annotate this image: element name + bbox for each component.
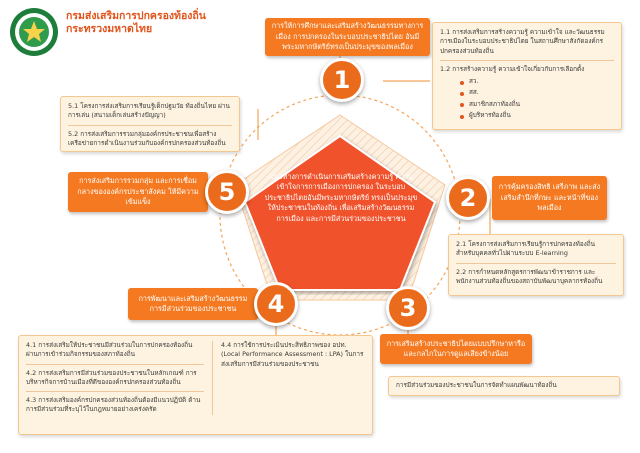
divider (212, 341, 213, 415)
dla-emblem (8, 6, 60, 58)
list-item: สส. (460, 88, 614, 97)
strategy-4-box: การพัฒนาและเสริมสร้างวัฒนธรรม การมีส่วนร่วมของประชาชน (128, 288, 258, 320)
list-item: สมาชิกสภาท้องถิ่น (460, 100, 614, 109)
details-3-box (388, 376, 620, 396)
strategy-1-circle: 1 (320, 58, 364, 102)
details-4-left (26, 341, 204, 415)
title-line-1: กรมส่งเสริมการปกครองท้องถิ่น (66, 10, 206, 22)
details-4-item-3: 4.3 การส่งเสริมองค์กรปกครองส่วนท้องถิ่นต้องมีแนวปฏิบัติ ด้านการมีส่วนร่วมที่ระบุไว้ในกฎหมายอย่างเคร่งครัด (26, 396, 201, 414)
list-item: สว. (460, 77, 614, 86)
details-5-box (60, 96, 240, 152)
details-2-box (448, 234, 624, 296)
strategy-5-circle: 5 (205, 170, 249, 214)
divider (26, 391, 204, 392)
strategy-2-box: การคุ้มครองสิทธิ เสรีภาพ และส่งเสริมสำนึกที่กษะ และหน้าที่ของพลเมือง (492, 176, 607, 220)
strategy-3-box: การเสริมสร้างประชาธิปไตยแบบปรึกษาหารือ และกลไกในการดูแลเสียงข้างน้อย (380, 334, 532, 364)
strategy-3-circle: 3 (386, 286, 430, 330)
page-title (66, 10, 206, 36)
divider (26, 364, 204, 365)
details-2-item-1: 2.1 โครงการส่งเสริมการเรียนรู้การปกครองท้องถิ่น สำหรับบุคคลทั่วไปผ่านระบบ E-learning (456, 240, 596, 258)
details-3-item-1: การมีส่วนร่วมของประชาชนในการจัดทำแผนพัฒนาท้องถิ่น (396, 381, 557, 390)
details-1-item-2: 1.2 การสร้างความรู้ ความเข้าใจเกี่ยวกับการเลือกตั้ง (440, 64, 585, 73)
bullet-icon (460, 92, 464, 96)
center-text: แนวทางการดำเนินการเสริมสร้างความรู้ ความเข้าใจการการเมืองการปกครอง ในระบอบประชาธิปไตยอันมีพระมหากษัตริย์ ทรงเป็นประมุขให้ประชาชนในท้องถิ่น เพื่อเสริมสร้างวัฒนธรรมการเมือง และการมีส่วนร่วมของประชาชน (264, 172, 418, 223)
strategy-5-box: การส่งเสริมการรวมกลุ่ม และการเชื่อมกลางขององค์กรประชาสังคม ให้มีความเข้มแข็ง (68, 172, 208, 212)
details-4-item-2: 4.2 การส่งเสริมการมีส่วนร่วมของประชาชนในหลักเกณฑ์ การบริหารกิจการบ้านเมืองที่ดีขององค์กรปกครองส่วนท้องถิ่น (26, 368, 197, 386)
details-4-box (18, 335, 373, 435)
details-1-item-1: 1.1 การส่งเสริมการสร้างความรู้ ความเข้าใจ และวัฒนธรรมการเมืองในระบอบประชาธิปไตย ในสถานศึกษาสังกัดองค์กรปกครองส่วนท้องถิ่น (440, 28, 605, 55)
strategy-1-box: การให้การศึกษาและเสริมสร้างวัฒนธรรมทางการเมือง การปกครองในระบอบประชาธิปไตย อันมีพระมหากษัตริย์ทรงเป็นประมุขของพลเมือง (265, 18, 430, 56)
bullet-icon (460, 81, 464, 85)
strategy-4-circle: 4 (254, 282, 298, 326)
details-5-item-2: 5.2 การส่งเสริมการรวมกลุ่มองค์กรประชาชนเพื่อสร้าง เครือข่ายการดำเนินงานร่วมกับองค์กรปกครองส่วนท้องถิ่น (68, 129, 226, 147)
bullet-icon (460, 103, 464, 107)
divider (68, 125, 232, 126)
divider (456, 263, 616, 264)
details-1-sublist (460, 77, 614, 120)
details-4-item-1: 4.1 การส่งเสริมให้ประชาชนมีส่วนร่วมในการปกครองท้องถิ่น ผ่านการเข้าร่วมกิจกรรมของสภาท้องถิ่น (26, 341, 193, 359)
divider (440, 60, 614, 61)
strategy-2-circle: 2 (446, 176, 490, 220)
details-5-item-1: 5.1 โครงการส่งเสริมการเรียนรู้เด็กปฐมวัย ท้องถิ่นไทย ผ่านการเล่น (สนามเด็กเล่นสร้างปัญญา) (68, 102, 230, 120)
title-line-2: กระทรวงมหาดไทย (66, 23, 153, 36)
details-4-item-4: 4.4 การใช้การประเมินประสิทธิภาพของ อปท. (Local Performance Assessment : LPA) ในการส่งเสริมการมีส่วนร่วมของประชาชน (221, 341, 364, 368)
bullet-icon (460, 115, 464, 119)
details-1-box (432, 22, 622, 130)
details-4-right (221, 341, 365, 415)
details-2-item-2: 2.2 การกำหนดหลักสูตรการพัฒนาข้าราชการ และพนักงานส่วนท้องถิ่นของสถาบันพัฒนาบุคลากรท้องถิ่น (456, 267, 603, 285)
list-item: ผู้บริหารท้องถิ่น (460, 111, 614, 120)
